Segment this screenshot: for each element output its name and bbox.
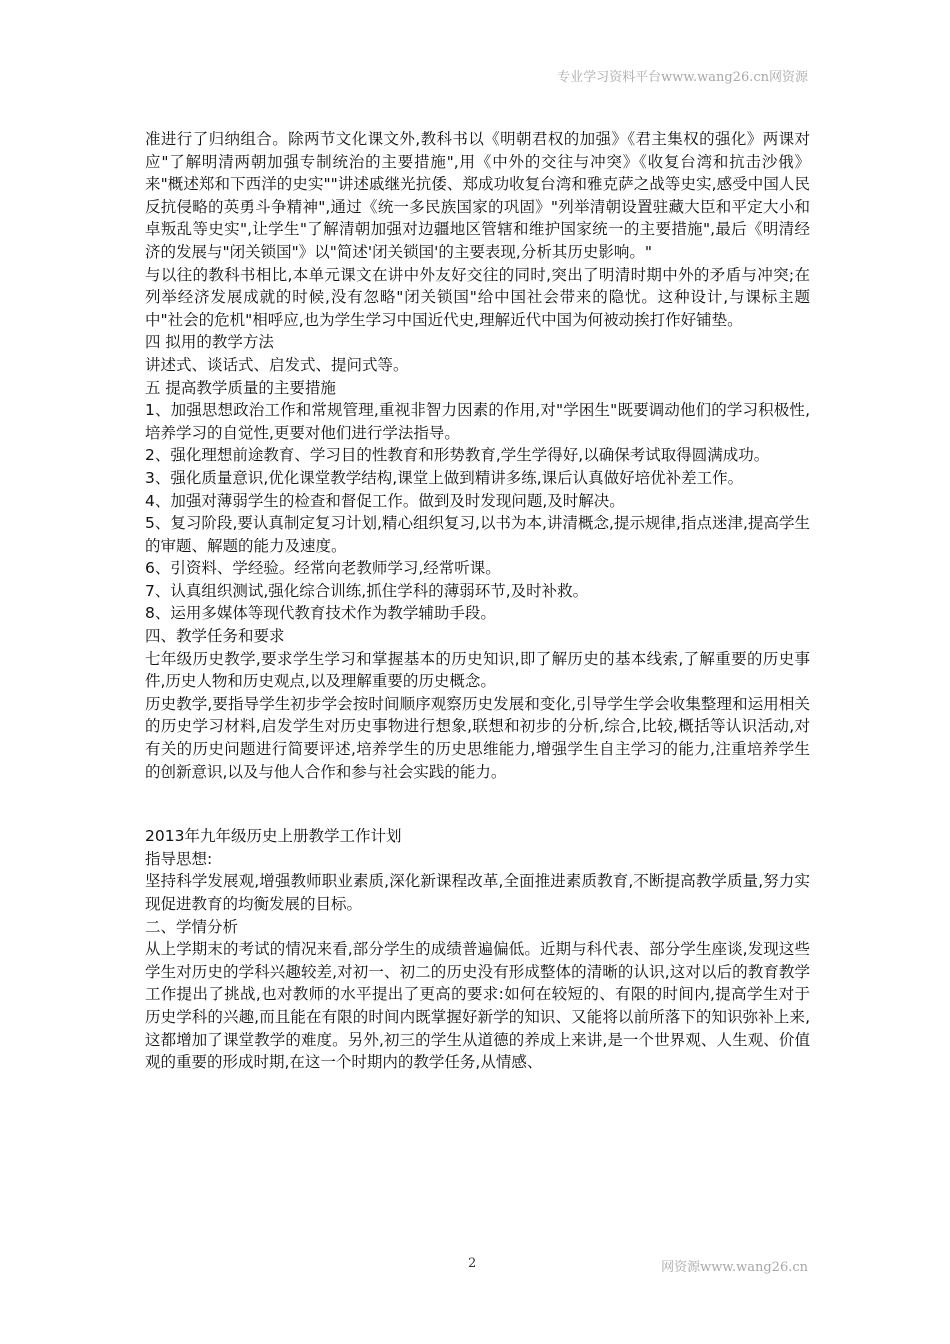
paragraph: 与以往的教科书相比,本单元课文在讲中外友好交往的同时,突出了明清时期中外的矛盾与冲突;在列举经济发展成就的时候,没有忽略"闭关锁国"给中国社会带来的隐忧。这种设计,与课标主题中"社会的危机"相呼应,也为学生学习中国近代史,理解近代中国为何被动挨打作好铺垫。 <box>145 265 810 329</box>
list-item: 4、加强对薄弱学生的检查和督促工作。做到及时发现问题,及时解决。 <box>145 491 625 510</box>
list-item: 6、引资料、学经验。经常向老教师学习,经常听课。 <box>145 559 501 578</box>
paragraph: 七年级历史教学,要求学生学习和掌握基本的历史知识,即了解历史的基本线索,了解重要的历史事件,历史人物和历史观点,以及理解重要的历史概念。 <box>145 649 810 691</box>
list-item: 7、认真组织测试,强化综合训练,抓住学科的薄弱环节,及时补救。 <box>145 581 589 600</box>
paragraph: 讲述式、谈话式、启发式、提问式等。 <box>145 355 409 374</box>
paragraph: 从上学期末的考试的情况来看,部分学生的成绩普遍偏低。近期与科代表、部分学生座谈,发现这些学生对历史的学科兴趣较差,对初一、初二的历史没有形成整体的清晰的认识,这对以后的教育教学工作提出了挑战,也对教师的水平提出了更高的要求:如何在较短的、有限的时间内,提高学生对于历史学科的兴趣,而且能在有限的时间内既掌握好新学的知识、又能将以前所落下的知识弥补上来,这都增加了课堂教学的难度。另外,初三的学生从道德的养成上来讲,是一个世界观、人生观、价值观的重要的形成时期,在这一个时期内的教学任务,从情感、 <box>145 940 810 1072</box>
section-spacer <box>145 783 810 825</box>
section-heading: 四 拟用的教学方法 <box>145 333 274 352</box>
footer-watermark: 网资源www.wang26.cn <box>661 1260 808 1275</box>
document-title: 2013年九年级历史上册教学工作计划 <box>145 827 402 846</box>
list-item: 1、加强思想政治工作和常规管理,重视非智力因素的作用,对"学困生"既要调动他们的学习积极性,培养学习的自觉性,更要对他们进行学法指导。 <box>145 401 810 442</box>
section-heading: 五 提高教学质量的主要措施 <box>145 378 336 397</box>
section-heading: 二、学情分析 <box>145 917 239 936</box>
list-item: 8、运用多媒体等现代教育技术作为教学辅助手段。 <box>145 604 496 623</box>
page-number: 2 <box>468 1256 477 1271</box>
paragraph: 准进行了归纳组合。除两节文化课文外,教科书以《明朝君权的加强》《君主集权的强化》两课对应"了解明清两朝加强专制统治的主要措施",用《中外的交往与冲突》《收复台湾和抗击沙俄》来"概述郑和下西洋的史实""讲述戚继光抗倭、郑成功收复台湾和雅克萨之战等史实,感受中国人民反抗侵略的英勇斗争精神",通过《统一多民族国家的巩固》"列举清朝设置驻藏大臣和平定大小和卓叛乱等史实",让学生"了解清朝加强对边疆地区管辖和维护国家统一的主要措施",最后《明清经济的发展与"闭关锁国"》以"简述'闭关锁国'的主要表现,分析其历史影响。" <box>145 130 810 261</box>
section-heading: 四、教学任务和要求 <box>145 627 285 646</box>
section-heading: 指导思想: <box>145 849 213 868</box>
list-item: 5、复习阶段,要认真制定复习计划,精心组织复习,以书为本,讲清概念,提示规律,指点迷津,提高学生的审题、解题的能力及速度。 <box>145 514 810 555</box>
paragraph: 坚持科学发展观,增强教师职业素质,深化新课程改革,全面推进素质教育,不断提高教学质量,努力实现促进教育的均衡发展的目标。 <box>145 872 810 913</box>
header-watermark: 专业学习资料平台www.wang26.cn网资源 <box>557 70 808 85</box>
document-body <box>145 128 810 1074</box>
list-item: 3、强化质量意识,优化课堂教学结构,课堂上做到精讲多练,课后认真做好培优补差工作。 <box>145 468 744 487</box>
list-item: 2、强化理想前途教育、学习目的性教育和形势教育,学生学得好,以确保考试取得圆满成功。 <box>145 446 770 465</box>
paragraph: 历史教学,要指导学生初步学会按时间顺序观察历史发展和变化,引导学生学会收集整理和运用相关的历史学习材料,启发学生对历史事物进行想象,联想和初步的分析,综合,比较,概括等认识活动,对有关的历史问题进行简要评述,培养学生的历史思维能力,增强学生自主学习的能力,注重培养学生的创新意识,以及与他人合作和参与社会实践的能力。 <box>145 694 810 781</box>
